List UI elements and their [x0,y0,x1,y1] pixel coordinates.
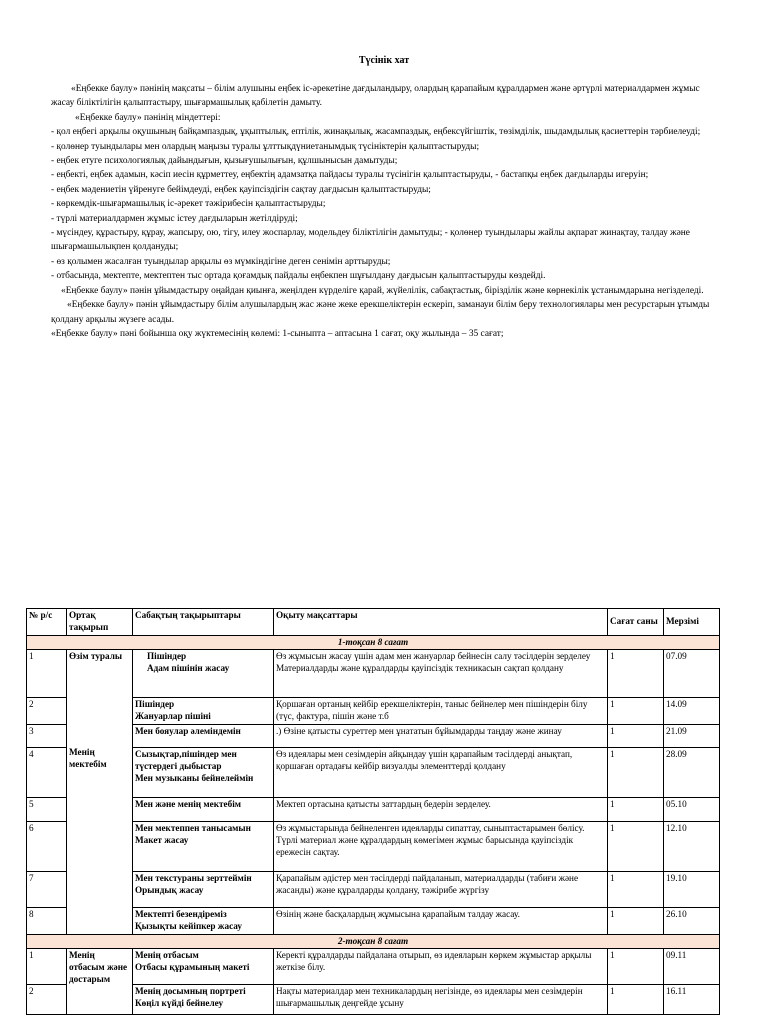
learning-goal [274,724,608,747]
intro-paragraph: - қол еңбегі арқылы оқушының байқампаздық, ұқыптылық, ептілік, жинақылық, жасампаздық, еңбексүйгіштік, төзімділік, шыдамдылық қасиеттерін тәрбиелеуді; [51,127,701,138]
learning-goal [274,797,608,821]
spacer [69,663,130,747]
row-number: 7 [27,871,67,907]
lesson-topic [133,747,274,797]
date: 14.09 [664,698,720,725]
learning-goal [274,871,608,907]
learning-goal-line: Өзінің және басқалардың жұмысына қарапайым талдау жасау. [276,908,520,919]
lesson-topic-line: Менің досымның портреті [135,986,246,997]
learning-goal-line: Өз идеялары мен сезімдерін айқындау үшін қарапайым тәсілдерді анықтап, қоршаған ортадағы кейбір визуалды элементтерді қолдану [276,748,573,771]
header-hours: Сағат саны [608,609,664,636]
hours: 1 [608,907,664,934]
date: 09.11 [664,949,720,985]
intro-paragraph: «Еңбекке баулу» пәнінің мақсаты – білім алушыны еңбек іс-әрекетіне дағдыландыру, олардың қарапайым құралдармен және әртүрлі материалдармен жұмыс жасау біліктілігін қалыптастыру, шығармашылық қабілетін дамыту. [51,84,700,109]
hours: 1 [608,747,664,797]
table-header-row [27,609,720,636]
intro-paragraph: - еңбек мәдениетін үйренуге бейімдеуді, еңбек қауіпсіздігін сақтау дағдысын қалыптастыруды; [51,184,431,195]
common-topic-about-me: Өзім туралы [69,651,123,662]
common-topic-my-school: Менің мектебім [69,747,107,769]
row-number: 2 [27,698,67,725]
intro-paragraph: - қолөнер туындылары мен олардың маңызы туралы ұлттықдүниетанымдық түсініктерін қалыптастыруды; [51,141,480,152]
header-date: Мерзімі [664,609,720,636]
learning-goal-line: .) Өзіне қатысты суреттер мен ұнататын бұйымдарды таңдау және жинау [276,725,562,736]
lesson-topic-line: Мен музыканы бейнелеймін [135,772,254,783]
intro-paragraph: - көркемдік-шығармашылық іс-әрекет тәжірибесін қалыптастыруды; [51,199,326,210]
header-num: № р/с [27,609,67,636]
lesson-topic-line: Мен мектеппен танысамын [135,822,251,833]
date: 07.09 [664,650,720,698]
lesson-topic-line: Пішіндер [135,699,175,710]
hours: 1 [608,797,664,821]
intro-paragraph: - өз қолымен жасалған туындылар арқылы өз мүмкіндігіне деген сенімін арттыруды; [51,256,391,267]
header-lesson-topics: Сабақтың тақырыптары [133,609,274,636]
date: 19.10 [664,871,720,907]
learning-goal-line: Түрлі материал және құралдардың көмегімен жұмыс барысында қауіпсіздік ережесін сақтау. [276,834,574,857]
intro-paragraph: - отбасында, мектепте, мектептен тыс ортада қоғамдық пайдалы еңбекпен шұғылдану дағдысын қалыптастыруды көздейді. [51,271,546,282]
intro-paragraph: - еңбек етуге психологиялық дайындығын, қызығушылығын, құлшынысын дамытуды; [51,156,398,167]
row-number: 1 [27,650,67,698]
lesson-topic-line: Орындық жасау [135,884,204,895]
date: 05.10 [664,797,720,821]
lesson-topic [133,949,274,985]
lesson-topic-line: Пішіндер [147,651,187,662]
lesson-topic-line: Сызықтар,пішіндер мен түстердегі дыбыстар [135,748,237,771]
lesson-topic [133,724,274,747]
lesson-topic [133,698,274,725]
intro-paragraph: «Еңбекке баулу» пәнін ұйымдастыру білім алушылардың жас және жеке ерекшеліктерін ескеріп, заманауи білім беру технологиялары мен ресурстарын ұтымды қолдану арқылы жүзеге асады. [51,300,710,325]
table-row [27,650,720,698]
quarter-row [27,635,720,650]
lesson-topic [133,821,274,871]
learning-goal-line: Нақты материалдар мен техникалардың негізінде, өз идеялары мен сезімдерін шығармашылық деңгейде ұсыну [276,986,583,1009]
date: 12.10 [664,821,720,871]
lesson-plan-table [26,608,720,1015]
learning-goal-line: Өз жұмысын жасау үшін адам мен жануарлар бейнесін салу тәсілдерін зерделеу [276,651,591,662]
quarter-row [27,934,720,949]
intro-paragraph: - мүсіндеу, құрастыру, құрау, жапсыру, ою, тігу, илеу жоспарлау, модельдеу біліктілігін дамытуды; - қолөнер туындылары жайлы ақпарат жинақтау, талдау және шығармашылықпен қолдануды; [51,228,690,253]
lesson-topic-line: Менің отбасым [135,950,199,961]
table-row [27,949,720,985]
date: 21.09 [664,724,720,747]
hours: 1 [608,650,664,698]
page-title: Түсінік хат [358,55,410,66]
date: 16.11 [664,985,720,1015]
intro-paragraph: - түрлі материалдармен жұмыс істеу дағдыларын жетілдіруді; [51,213,298,224]
intro-paragraph: «Еңбекке баулу» пәнінің міндеттері: [75,112,221,123]
row-number: 5 [27,797,67,821]
common-topic: Менің отбасым және достарым [67,949,133,1015]
lesson-topic-line: Адам пішінін жасау [147,663,230,674]
lesson-topic-line: Мектепті безендіреміз [135,908,227,919]
lesson-topic [133,650,274,698]
lesson-topic-line: Мен бояулар әлеміндемін [135,725,241,736]
lesson-topic [133,907,274,934]
learning-goal [274,907,608,934]
learning-goal [274,650,608,698]
header-common-topic: Ортақ тақырып [67,609,133,636]
row-number: 4 [27,747,67,797]
lesson-topic-line: Қызықты кейіпкер жасау [135,920,242,931]
lesson-topic-line: Мен текстураны зерттеймін [135,872,252,883]
learning-goal-line: Өз жұмыстарында бейнеленген идеяларды сипаттау, сыныптастарымен бөлісу. [276,822,585,833]
lesson-topic-line: Жануарлар пішіні [135,711,211,722]
learning-goal [274,985,608,1015]
lesson-topic-line: Отбасы құрамының макеті [135,962,250,973]
row-number: 1 [27,949,67,985]
date: 26.10 [664,907,720,934]
row-number: 2 [27,985,67,1015]
learning-goal-line: Керекті құралдарды пайдалана отырып, өз идеяларын көркем жұмыстар арқылы жеткізе білу. [276,950,592,973]
learning-goal-line: Материалдарды және құралдарды қауіпсіздік техникасын сақтап қолдану [276,663,564,674]
intro-paragraph: - еңбекті, еңбек адамын, кәсіп иесін құрметтеу, еңбектің адамзатқа пайдасы туралы түсінігін қалыптастыруды, - бастапқы еңбек дағдыларды игеруін; [51,170,649,181]
learning-goal [274,821,608,871]
hours: 1 [608,949,664,985]
common-topic [67,650,133,934]
row-number: 3 [27,724,67,747]
row-number: 6 [27,821,67,871]
learning-goal-line: Мектеп ортасына қатысты заттардың бедерін зерделеу. [276,798,491,809]
quarter-2-label: 2-тоқсан 8 сағат [27,934,720,949]
row-number: 8 [27,907,67,934]
lesson-topic [133,797,274,821]
lesson-topic-line: Мен және менің мектебім [135,798,242,809]
lesson-topic-line: Көңіл күйді бейнелеу [135,998,224,1009]
intro-text [51,82,723,341]
hours: 1 [608,821,664,871]
learning-goal [274,698,608,725]
learning-goal [274,949,608,985]
lesson-topic [133,871,274,907]
learning-goal-line: Қоршаған ортаның кейбір ерекшеліктерін, таныс бейнелер мен пішіндерін білу (түс, фактура, пішін және т.б [276,699,588,722]
lesson-topic-line: Макет жасау [135,834,189,845]
learning-goal [274,747,608,797]
learning-goal-line: Қарапайым әдістер мен тәсілдерді пайдаланып, материалдарды (табиғи және жасанды) және құралдарды қолдану, тәжірибе жүргізу [276,872,579,895]
hours: 1 [608,985,664,1015]
hours: 1 [608,871,664,907]
quarter-1-label: 1-тоқсан 8 сағат [27,635,720,650]
hours: 1 [608,724,664,747]
header-learning-goals: Оқыту мақсаттары [274,609,608,636]
date: 28.09 [664,747,720,797]
lesson-topic [133,985,274,1015]
intro-paragraph: «Еңбекке баулу» пәнін ұйымдастыру оңайдан қиынға, жеңілден күрделіге қарай, жүйелілік, сабақтастық, біріздiлiк және көрнекілік ұстанымдарына негізделеді. [61,285,704,296]
hours: 1 [608,698,664,725]
intro-paragraph: «Еңбекке баулу» пәні бойынша оқу жүктемесінің көлемі: 1-сыныпта – аптасына 1 сағат, оқу жылында – 35 сағат; [51,328,504,339]
